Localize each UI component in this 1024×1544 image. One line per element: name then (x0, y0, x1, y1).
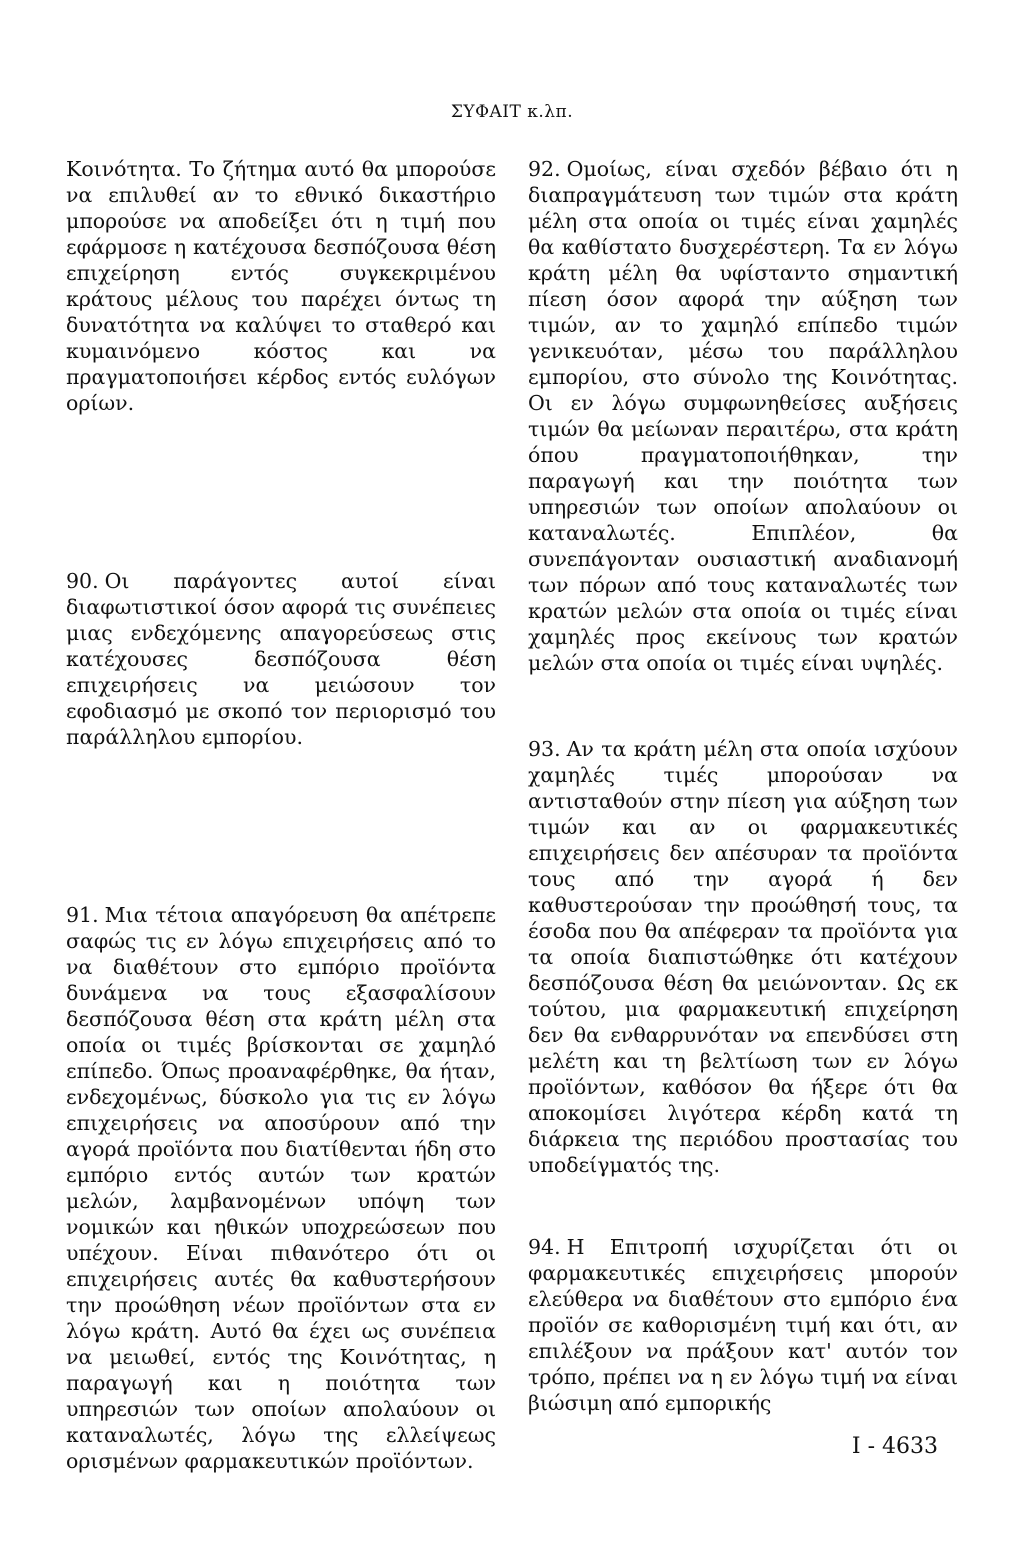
running-header: ΣΥΦΑΙΤ κ.λπ. (450, 102, 574, 122)
paragraph-93 (528, 736, 958, 1178)
paragraph-number: 92. (528, 157, 561, 181)
paragraph-number: 93. (528, 737, 561, 761)
paragraph-text: Μια τέτοια απαγόρευση θα απέτρεπε σαφώς τις εν λόγω επιχειρήσεις από το να διαθέτουν στο εμπόριο προϊόντα δυνάμενα να τους εξασφαλίσουν δεσπόζουσα θέση στα κράτη μέλη στα οποία οι τιμές βρίσκονται σε χαμηλό επίπεδο. Όπως προαναφέρθηκε, θα ήταν, ενδεχομένως, δύσκολο για τις εν λόγω επιχειρήσεις να αποσύρουν από την αγορά προϊόντα που διατίθενται ήδη στο εμπόριο εντός αυτών των κρατών μελών, λαμβανομένων υπόψη των νομικών και ηθικών υποχρεώσεων που υπέχουν. Είναι πιθανότερο ότι οι επιχειρήσεις αυτές θα καθυστερήσουν την προώθηση νέων προϊόντων στα εν λόγω κράτη. Αυτό θα έχει ως συνέπεια να μειωθεί, εντός της Κοινότητας, η παραγωγή και η ποιότητα των υπηρεσιών των οποίων απολαύουν οι καταναλωτές, λόγω της ελλείψεως ορισμένων φαρμακευτικών προϊόντων. (66, 903, 496, 1473)
paragraph-89-continuation: Κοινότητα. Το ζήτημα αυτό θα μπορούσε να επιλυθεί αν το εθνικό δικαστήριο μπορούσε να αποδείξει ότι η τιμή που εφάρμοσε η κατέχουσα δεσπόζουσα θέση επιχείρηση εντός συγκεκριμένου κράτους μέλους του παρέχει όντως τη δυνατότητα να καλύψει το σταθερό και κυμαινόμενο κόστος και να πραγματοποιήσει κέρδος εντός ευλόγων ορίων. (66, 157, 496, 415)
paragraph-number: 94. (528, 1235, 561, 1259)
paragraph-92 (528, 156, 958, 676)
paragraph-91 (66, 902, 496, 1474)
paragraph-text: Η Επιτροπή ισχυρίζεται ότι οι φαρμακευτικές επιχειρήσεις μπορούν ελεύθερα να διαθέτουν στο εμπόριο ένα προϊόν σε καθορισμένη τιμή και ότι, αν επιλέξουν να πράξουν κατ' αυτόν τον τρόπο, πρέπει να η εν λόγω τιμή να είναι βιώσιμη από εμπορικής (528, 1235, 958, 1415)
paragraph-number: 91. (66, 903, 99, 927)
page-number: I - 4633 (851, 1434, 938, 1459)
paragraph-94 (528, 1234, 958, 1416)
paragraph-text: Ομοίως, είναι σχεδόν βέβαιο ότι η διαπραγμάτευση των τιμών στα κράτη μέλη στα οποία οι τιμές είναι χαμηλές θα καθίστατο δυσχερέστερη. Τα εν λόγω κράτη μέλη θα υφίσταντο σημαντική πίεση όσον αφορά την αύξηση των τιμών, αν το χαμηλό επίπεδο τιμών γενικευόταν, μέσω του παράλληλου εμπορίου, στο σύνολο της Κοινότητας. Οι εν λόγω συμφωνηθείσες αυξήσεις τιμών θα μείωναν περαιτέρω, στα κράτη όπου πραγματοποιήθηκαν, την παραγωγή και την ποιότητα των υπηρεσιών των οποίων απολαύουν οι καταναλωτές. Επιπλέον, θα συνεπάγονταν ουσιαστική αναδιανομή των πόρων από τους καταναλωτές των κρατών μελών στα οποία οι τιμές είναι χαμηλές προς εκείνους των κρατών μελών στα οποία οι τιμές είναι υψηλές. (528, 157, 958, 675)
paragraph-text: Οι παράγοντες αυτοί είναι διαφωτιστικοί όσον αφορά τις συνέπειες μιας ενδεχόμενης απαγορεύσεως στις κατέχουσες δεσπόζουσα θέση επιχειρήσεις να μειώσουν τον εφοδιασμό με σκοπό τον περιορισμό του παράλληλου εμπορίου. (66, 569, 496, 749)
paragraph-number: 90. (66, 569, 99, 593)
paragraph-text: Αν τα κράτη μέλη στα οποία ισχύουν χαμηλές τιμές μπορούσαν να αντισταθούν στην πίεση για αύξηση των τιμών και αν οι φαρμακευτικές επιχειρήσεις δεν απέσυραν τα προϊόντα τους από την αγορά ή δεν καθυστερούσαν την προώθησή τους, τα έσοδα που θα απέφεραν τα προϊόντα για τα οποία διαπιστώθηκε ότι κατέχουν δεσπόζουσα θέση θα μειώνονταν. Ως εκ τούτου, μια φαρμακευτική επιχείρηση δεν θα ενθαρρυνόταν να επενδύσει στη μελέτη και τη βελτίωση των εν λόγω προϊόντων, καθόσον θα ήξερε ότι θα αποκομίσει λιγότερα κέρδη κατά τη διάρκεια της περιόδου προστασίας του υποδείγματός της. (528, 737, 958, 1177)
paragraph-90 (66, 568, 496, 750)
